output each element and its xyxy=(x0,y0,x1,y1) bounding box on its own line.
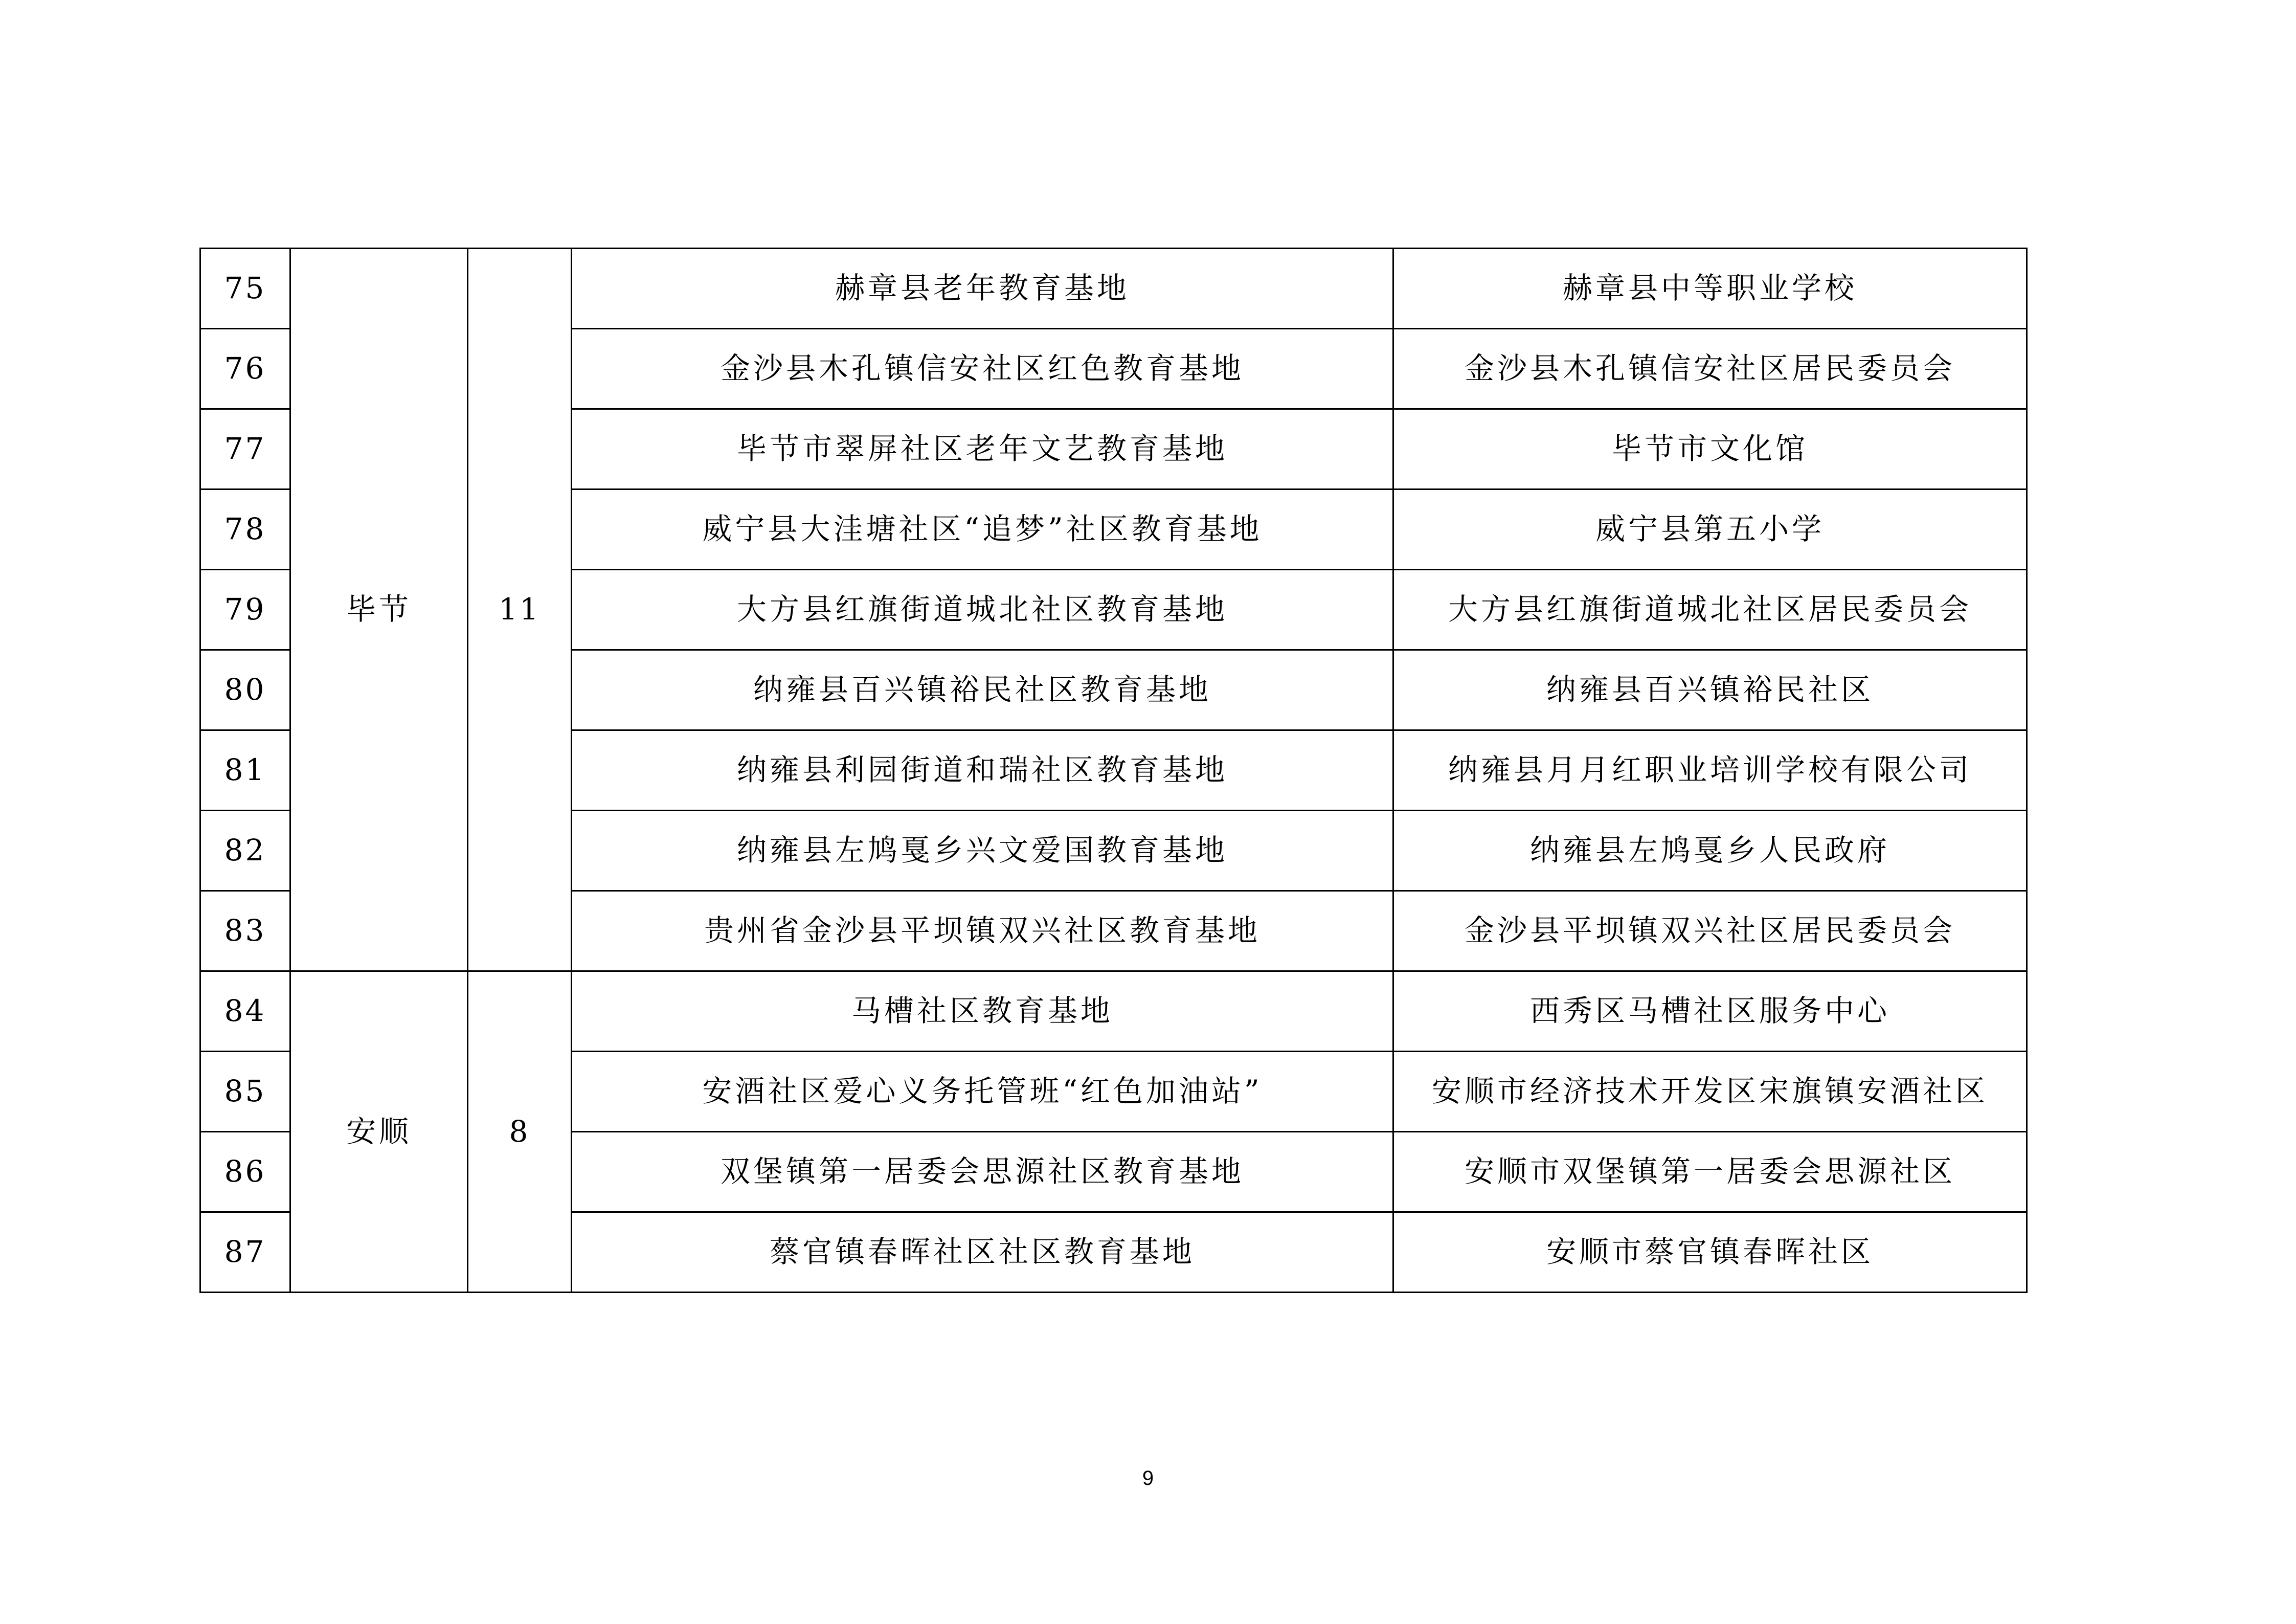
table-body xyxy=(200,249,2027,1293)
unit-name-cell: 威宁县第五小学 xyxy=(1393,490,2027,570)
count-cell: 8 xyxy=(468,971,572,1293)
unit-name-cell: 大方县红旗街道城北社区居民委员会 xyxy=(1393,570,2027,650)
education-base-table xyxy=(199,248,2028,1293)
base-name-cell: 毕节市翠屏社区老年文艺教育基地 xyxy=(572,409,1393,490)
unit-name-cell: 西秀区马槽社区服务中心 xyxy=(1393,971,2027,1052)
row-number: 79 xyxy=(200,570,290,650)
row-number: 78 xyxy=(200,490,290,570)
unit-name-cell: 金沙县木孔镇信安社区居民委员会 xyxy=(1393,329,2027,409)
base-name-cell: 贵州省金沙县平坝镇双兴社区教育基地 xyxy=(572,891,1393,971)
base-name-cell: 双堡镇第一居委会思源社区教育基地 xyxy=(572,1132,1393,1212)
unit-name-cell: 安顺市经济技术开发区宋旗镇安酒社区 xyxy=(1393,1052,2027,1132)
base-name-cell: 赫章县老年教育基地 xyxy=(572,249,1393,329)
base-name-cell: 纳雍县利园街道和瑞社区教育基地 xyxy=(572,730,1393,811)
unit-name-cell: 毕节市文化馆 xyxy=(1393,409,2027,490)
row-number: 75 xyxy=(200,249,290,329)
base-name-cell: 马槽社区教育基地 xyxy=(572,971,1393,1052)
row-number: 82 xyxy=(200,811,290,891)
row-number: 84 xyxy=(200,971,290,1052)
base-name-cell: 威宁县大洼塘社区“追梦”社区教育基地 xyxy=(572,490,1393,570)
base-name-cell: 大方县红旗街道城北社区教育基地 xyxy=(572,570,1393,650)
row-number: 80 xyxy=(200,650,290,730)
row-number: 81 xyxy=(200,730,290,811)
unit-name-cell: 赫章县中等职业学校 xyxy=(1393,249,2027,329)
base-name-cell: 安酒社区爱心义务托管班“红色加油站” xyxy=(572,1052,1393,1132)
base-name-cell: 金沙县木孔镇信安社区红色教育基地 xyxy=(572,329,1393,409)
base-name-cell: 蔡官镇春晖社区社区教育基地 xyxy=(572,1212,1393,1293)
row-number: 85 xyxy=(200,1052,290,1132)
table-row xyxy=(200,971,2027,1052)
unit-name-cell: 安顺市双堡镇第一居委会思源社区 xyxy=(1393,1132,2027,1212)
unit-name-cell: 纳雍县月月红职业培训学校有限公司 xyxy=(1393,730,2027,811)
row-number: 87 xyxy=(200,1212,290,1293)
city-cell: 毕节 xyxy=(290,249,468,971)
count-cell: 11 xyxy=(468,249,572,971)
city-cell: 安顺 xyxy=(290,971,468,1293)
unit-name-cell: 纳雍县左鸠戛乡人民政府 xyxy=(1393,811,2027,891)
row-number: 76 xyxy=(200,329,290,409)
unit-name-cell: 安顺市蔡官镇春晖社区 xyxy=(1393,1212,2027,1293)
base-name-cell: 纳雍县左鸠戛乡兴文爱国教育基地 xyxy=(572,811,1393,891)
page-number: 9 xyxy=(1142,1467,1154,1489)
base-name-cell: 纳雍县百兴镇裕民社区教育基地 xyxy=(572,650,1393,730)
row-number: 83 xyxy=(200,891,290,971)
unit-name-cell: 金沙县平坝镇双兴社区居民委员会 xyxy=(1393,891,2027,971)
table-row xyxy=(200,249,2027,329)
unit-name-cell: 纳雍县百兴镇裕民社区 xyxy=(1393,650,2027,730)
row-number: 77 xyxy=(200,409,290,490)
row-number: 86 xyxy=(200,1132,290,1212)
